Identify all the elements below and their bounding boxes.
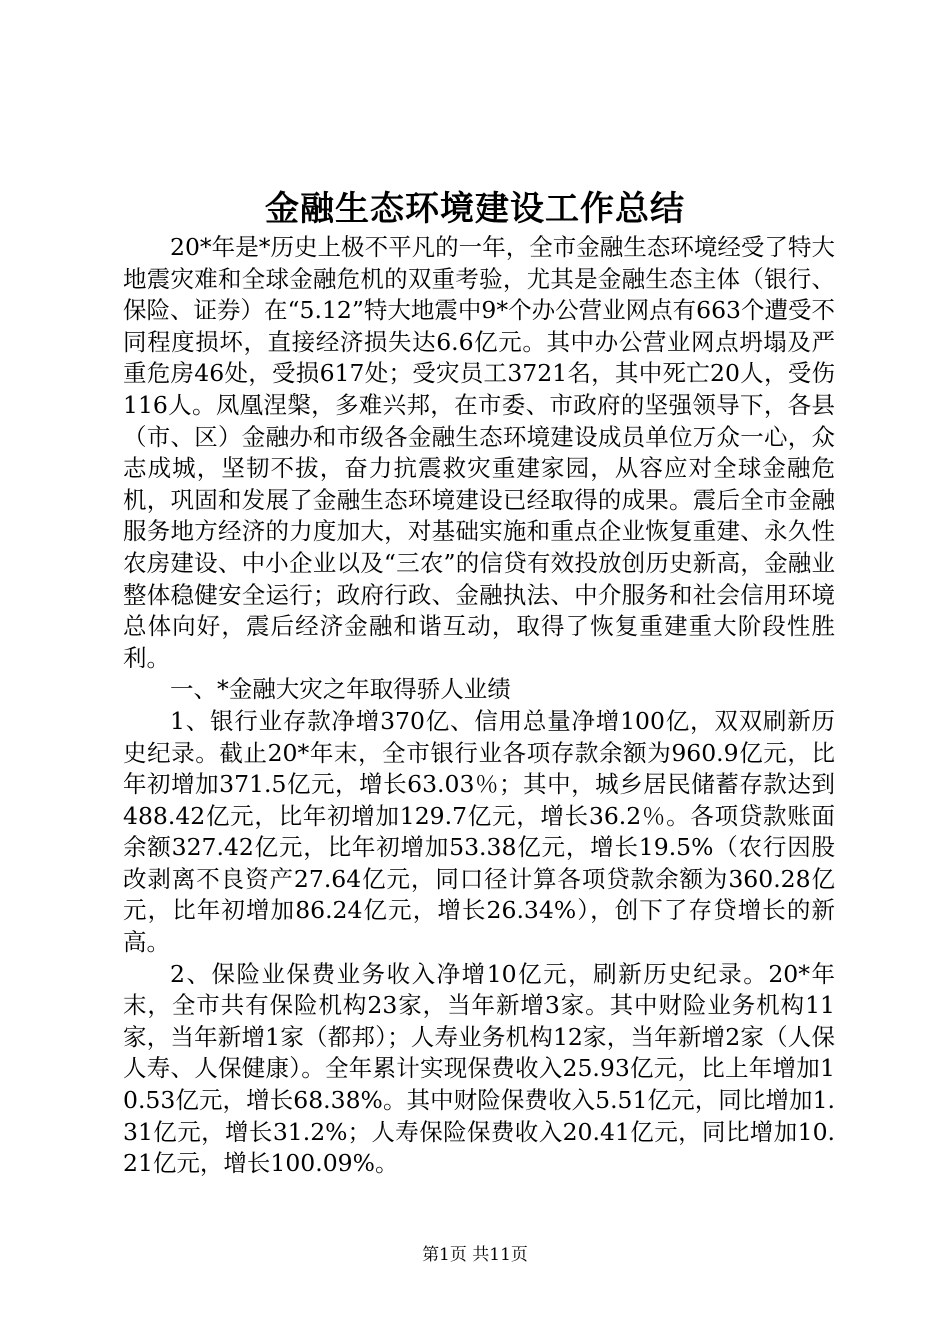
banking-paragraph: 1、银行业存款净增370亿、信用总量净增100亿，双双刷新历史纪录。截止20*年末，全市银行业各项存款余额为960.9亿元，比年初增加371.5亿元，增长63.03％；其中，城乡居民储蓄存款达到488.42亿元，比年初增加129.7亿元，增长36.2％。各项贷款账面余额327.42亿元，比年初增加53.38亿元，增长19.5%（农行因股改剥离不良资产27.64亿元，同口径计算各项贷款余额为360.28亿元，比年初增加86.24亿元，增长26.34%），创下了存贷增长的新高。 xyxy=(123,706,835,957)
section-heading: 一、*金融大灾之年取得骄人业绩 xyxy=(170,675,511,704)
insurance-paragraph: 2、保险业保费业务收入净增10亿元，刷新历史纪录。20*年末，全市共有保险机构23家，当年新增3家。其中财险业务机构11家，当年新增1家（都邦）；人寿业务机构12家，当年新增2家（人保人寿、人保健康）。全年累计实现保费收入25.93亿元，比上年增加10.53亿元，增长68.38%。其中财险保费收入5.51亿元，同比增加1.31亿元，增长31.2%；人寿保险保费收入20.41亿元，同比增加10.21亿元，增长100.09%。 xyxy=(123,959,835,1178)
intro-paragraph: 20*年是*历史上极不平凡的一年，全市金融生态环境经受了特大地震灾难和全球金融危机的双重考验，尤其是金融生态主体（银行、保险、证券）在“5.12”特大地震中9*个办公营业网点有663个遭受不同程度损坏，直接经济损失达6.6亿元。其中办公营业网点坍塌及严重危房46处，受损617处；受灾员工3721名，其中死亡20人，受伤116人。凤凰涅槃，多难兴邦，在市委、市政府的坚强领导下，各县（市、区）金融办和市级各金融生态环境建设成员单位万众一心，众志成城，坚韧不拔，奋力抗震救灾重建家园，从容应对全球金融危机，巩固和发展了金融生态环境建设已经取得的成果。震后全市金融服务地方经济的力度加大，对基础实施和重点企业恢复重建、永久性农房建设、中小企业以及“三农”的信贷有效投放创历史新高，金融业整体稳健安全运行；政府行政、金融执法、中介服务和社会信用环境总体向好，震后经济金融和谐互动，取得了恢复重建重大阶段性胜利。 xyxy=(123,233,835,672)
document-title: 金融生态环境建设工作总结 xyxy=(265,189,685,229)
document-body xyxy=(123,232,835,1180)
page-number-footer: 第1页 共11页 xyxy=(422,1245,528,1265)
